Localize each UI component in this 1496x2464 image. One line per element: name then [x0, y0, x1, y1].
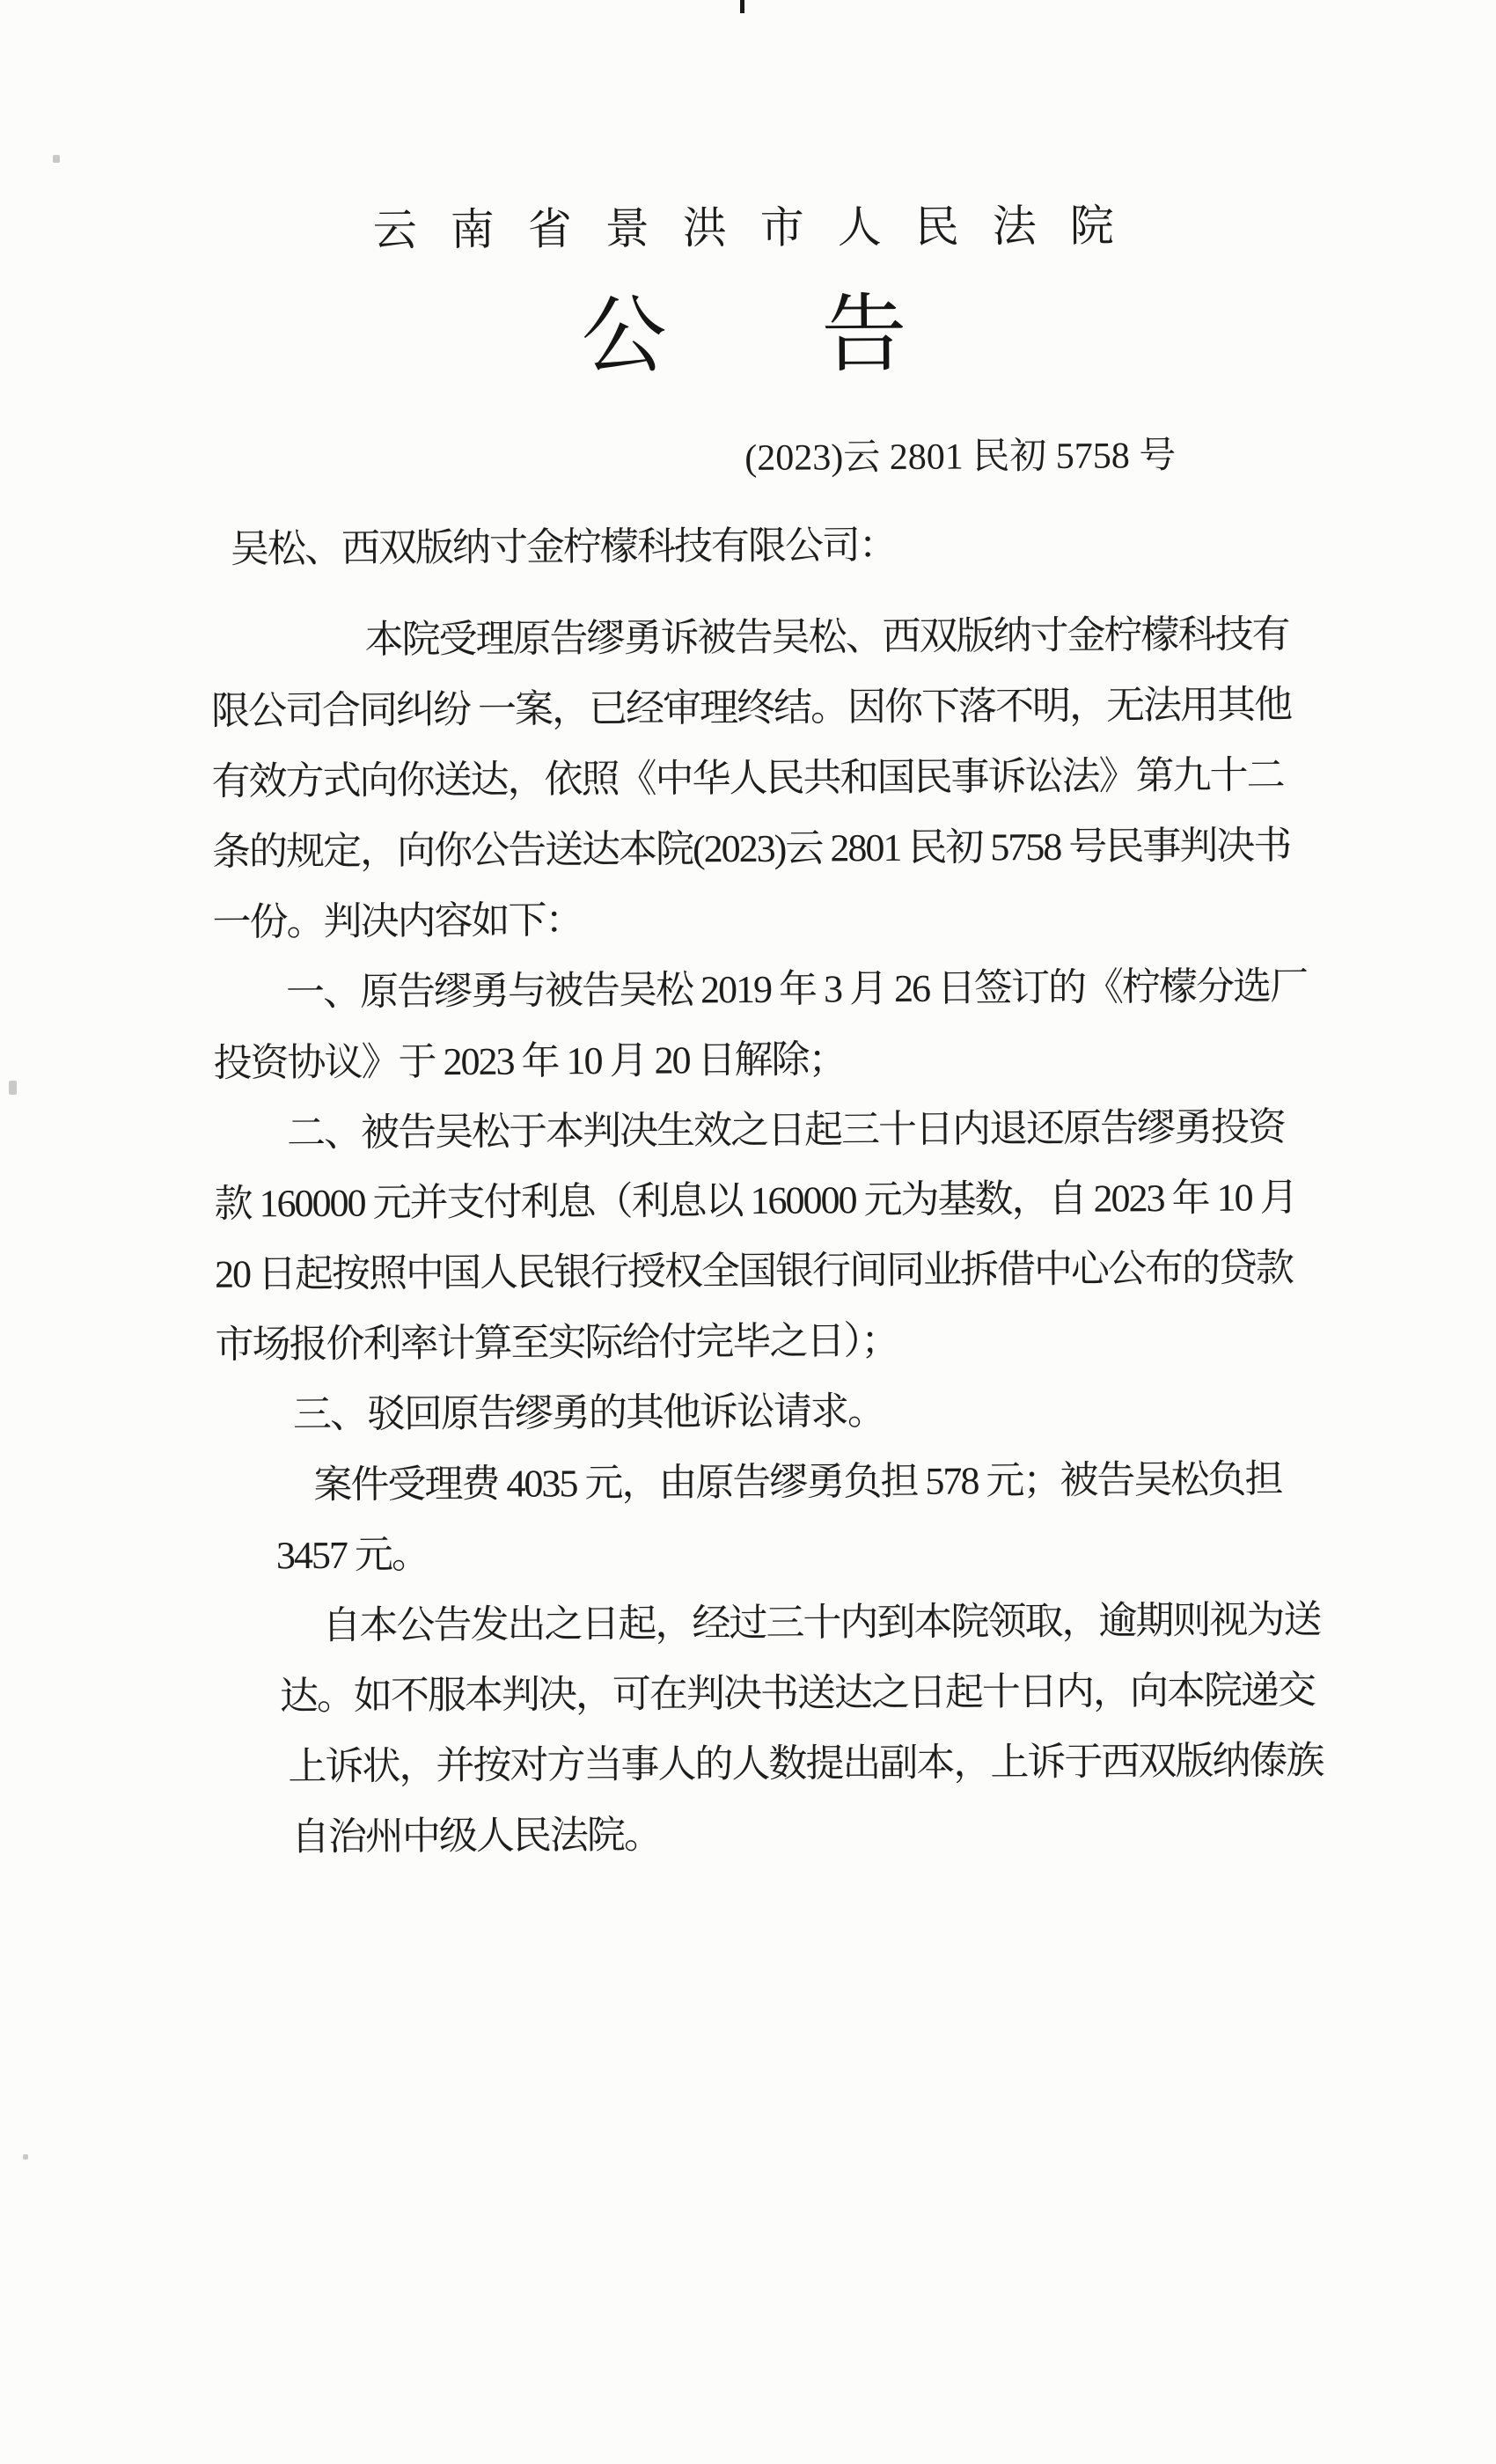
body-line: 20 日起按照中国人民银行授权全国银行间同业拆借中心公布的贷款 — [214, 1246, 1294, 1296]
body-line: 一份。判决内容如下： — [212, 898, 583, 944]
body-line: 本院受理原告缪勇诉被告吴松、西双版纳寸金柠檬科技有 — [364, 612, 1289, 662]
court-name: 云南省景洪市人民法院 — [372, 201, 1148, 255]
body-line: 有效方式向你送达，依照《中华人民共和国民事诉讼法》第九十二 — [211, 753, 1284, 803]
body-line: 条的规定，向你公告送达本院(2023)云 2801 民初 5758 号民事判决书 — [211, 824, 1291, 874]
body-line: 投资协议》于 2023 年 10 月 20 日解除； — [213, 1038, 846, 1085]
body-line: 二、被告吴松于本判决生效之日起三十日内退还原告缪勇投资 — [286, 1105, 1286, 1155]
body-line: 案件受理费 4035 元，由原告缪勇负担 578 元；被告吴松负担 — [313, 1457, 1282, 1507]
body-line: 一、原告缪勇与被告吴松 2019 年 3 月 26 日签订的《柠檬分选厂 — [285, 964, 1308, 1015]
body-line: 三、驳回原告缪勇的其他诉讼请求。 — [292, 1390, 885, 1437]
body-line: 达。如不服本判决，可在判决书送达之日起十日内，向本院递交 — [279, 1668, 1316, 1719]
notice-title: 公告 — [581, 286, 1062, 385]
case-number: (2023)云 2801 民初 5758 号 — [744, 436, 1177, 480]
body-line: 自治州中级人民法院。 — [290, 1813, 662, 1859]
body-line: 限公司合同纠纷 一案，已经审理终结。因你下落不明，无法用其他 — [210, 683, 1292, 733]
recipient-line: 吴松、西双版纳寸金柠檬科技有限公司： — [230, 523, 897, 571]
body-line: 自本公告发出之日起，经过三十内到本院领取，逾期则视为送 — [322, 1598, 1321, 1647]
body-line: 3457 元。 — [275, 1533, 429, 1578]
body-line: 市场报价利率计算至实际给付完毕之日）； — [215, 1318, 898, 1367]
body-line: 上诉状，并按对方当事人的人数提出副本，上诉于西双版纳傣族 — [288, 1739, 1324, 1789]
body-line: 款 160000 元并支付利息（利息以 160000 元为基数，自 2023 年 10 月 — [214, 1176, 1297, 1226]
body — [210, 598, 1496, 1874]
